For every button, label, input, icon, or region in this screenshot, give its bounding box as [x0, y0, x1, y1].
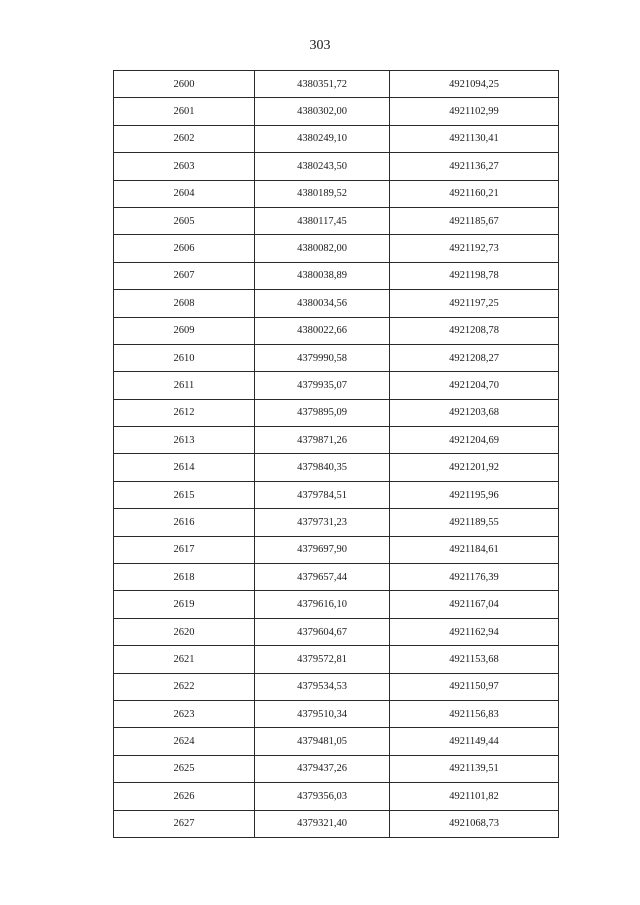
point-number-cell: 2608: [114, 290, 255, 317]
point-number-cell: 2614: [114, 454, 255, 481]
table-row: [114, 454, 559, 481]
y-coordinate-cell: 4921094,25: [390, 71, 559, 98]
x-coordinate-cell: 4380022,66: [255, 317, 390, 344]
point-number-cell: 2605: [114, 207, 255, 234]
table-row: [114, 262, 559, 289]
point-number-cell: 2626: [114, 783, 255, 810]
y-coordinate-cell: 4921149,44: [390, 728, 559, 755]
x-coordinate-cell: 4380082,00: [255, 235, 390, 262]
table-row: [114, 536, 559, 563]
y-coordinate-cell: 4921153,68: [390, 646, 559, 673]
table-row: [114, 344, 559, 371]
y-coordinate-cell: 4921208,27: [390, 344, 559, 371]
y-coordinate-cell: 4921197,25: [390, 290, 559, 317]
point-number-cell: 2616: [114, 509, 255, 536]
y-coordinate-cell: 4921162,94: [390, 618, 559, 645]
x-coordinate-cell: 4380117,45: [255, 207, 390, 234]
point-number-cell: 2623: [114, 700, 255, 727]
y-coordinate-cell: 4921160,21: [390, 180, 559, 207]
table-row: [114, 700, 559, 727]
x-coordinate-cell: 4380189,52: [255, 180, 390, 207]
table-row: [114, 783, 559, 810]
table-row: [114, 646, 559, 673]
x-coordinate-cell: 4380243,50: [255, 153, 390, 180]
table-row: [114, 427, 559, 454]
y-coordinate-cell: 4921204,70: [390, 372, 559, 399]
table-row: [114, 399, 559, 426]
table-row: [114, 509, 559, 536]
y-coordinate-cell: 4921201,92: [390, 454, 559, 481]
point-number-cell: 2617: [114, 536, 255, 563]
table-row: [114, 235, 559, 262]
point-number-cell: 2601: [114, 98, 255, 125]
x-coordinate-cell: 4379784,51: [255, 481, 390, 508]
x-coordinate-cell: 4379534,53: [255, 673, 390, 700]
y-coordinate-cell: 4921156,83: [390, 700, 559, 727]
x-coordinate-cell: 4379604,67: [255, 618, 390, 645]
table-row: [114, 481, 559, 508]
y-coordinate-cell: 4921198,78: [390, 262, 559, 289]
point-number-cell: 2607: [114, 262, 255, 289]
y-coordinate-cell: 4921150,97: [390, 673, 559, 700]
x-coordinate-cell: 4379935,07: [255, 372, 390, 399]
table-row: [114, 673, 559, 700]
table-row: [114, 755, 559, 782]
x-coordinate-cell: 4379616,10: [255, 591, 390, 618]
y-coordinate-cell: 4921102,99: [390, 98, 559, 125]
coordinates-table: [113, 70, 559, 838]
point-number-cell: 2622: [114, 673, 255, 700]
point-number-cell: 2619: [114, 591, 255, 618]
point-number-cell: 2621: [114, 646, 255, 673]
point-number-cell: 2613: [114, 427, 255, 454]
table-row: [114, 564, 559, 591]
table-body: [114, 71, 559, 838]
y-coordinate-cell: 4921068,73: [390, 810, 559, 837]
x-coordinate-cell: 4380351,72: [255, 71, 390, 98]
table-row: [114, 372, 559, 399]
y-coordinate-cell: 4921195,96: [390, 481, 559, 508]
x-coordinate-cell: 4379510,34: [255, 700, 390, 727]
x-coordinate-cell: 4380038,89: [255, 262, 390, 289]
y-coordinate-cell: 4921167,04: [390, 591, 559, 618]
x-coordinate-cell: 4379321,40: [255, 810, 390, 837]
x-coordinate-cell: 4379697,90: [255, 536, 390, 563]
point-number-cell: 2602: [114, 125, 255, 152]
point-number-cell: 2618: [114, 564, 255, 591]
x-coordinate-cell: 4379895,09: [255, 399, 390, 426]
x-coordinate-cell: 4379871,26: [255, 427, 390, 454]
table-row: [114, 98, 559, 125]
x-coordinate-cell: 4379572,81: [255, 646, 390, 673]
x-coordinate-cell: 4379990,58: [255, 344, 390, 371]
point-number-cell: 2620: [114, 618, 255, 645]
y-coordinate-cell: 4921101,82: [390, 783, 559, 810]
point-number-cell: 2604: [114, 180, 255, 207]
table-row: [114, 207, 559, 234]
y-coordinate-cell: 4921176,39: [390, 564, 559, 591]
x-coordinate-cell: 4379437,26: [255, 755, 390, 782]
x-coordinate-cell: 4379481,05: [255, 728, 390, 755]
x-coordinate-cell: 4380249,10: [255, 125, 390, 152]
point-number-cell: 2606: [114, 235, 255, 262]
point-number-cell: 2611: [114, 372, 255, 399]
point-number-cell: 2615: [114, 481, 255, 508]
table-row: [114, 153, 559, 180]
y-coordinate-cell: 4921204,69: [390, 427, 559, 454]
table-row: [114, 71, 559, 98]
y-coordinate-cell: 4921208,78: [390, 317, 559, 344]
x-coordinate-cell: 4379657,44: [255, 564, 390, 591]
y-coordinate-cell: 4921185,67: [390, 207, 559, 234]
y-coordinate-cell: 4921192,73: [390, 235, 559, 262]
point-number-cell: 2603: [114, 153, 255, 180]
y-coordinate-cell: 4921130,41: [390, 125, 559, 152]
y-coordinate-cell: 4921203,68: [390, 399, 559, 426]
y-coordinate-cell: 4921189,55: [390, 509, 559, 536]
table-row: [114, 125, 559, 152]
point-number-cell: 2612: [114, 399, 255, 426]
point-number-cell: 2624: [114, 728, 255, 755]
x-coordinate-cell: 4380302,00: [255, 98, 390, 125]
point-number-cell: 2600: [114, 71, 255, 98]
point-number-cell: 2610: [114, 344, 255, 371]
y-coordinate-cell: 4921139,51: [390, 755, 559, 782]
y-coordinate-cell: 4921184,61: [390, 536, 559, 563]
x-coordinate-cell: 4379356,03: [255, 783, 390, 810]
table-row: [114, 810, 559, 837]
table-row: [114, 317, 559, 344]
x-coordinate-cell: 4380034,56: [255, 290, 390, 317]
point-number-cell: 2625: [114, 755, 255, 782]
table-row: [114, 618, 559, 645]
point-number-cell: 2627: [114, 810, 255, 837]
table-row: [114, 180, 559, 207]
x-coordinate-cell: 4379840,35: [255, 454, 390, 481]
point-number-cell: 2609: [114, 317, 255, 344]
table-row: [114, 290, 559, 317]
table-row: [114, 728, 559, 755]
page-number: 303: [309, 38, 331, 53]
table-row: [114, 591, 559, 618]
y-coordinate-cell: 4921136,27: [390, 153, 559, 180]
x-coordinate-cell: 4379731,23: [255, 509, 390, 536]
